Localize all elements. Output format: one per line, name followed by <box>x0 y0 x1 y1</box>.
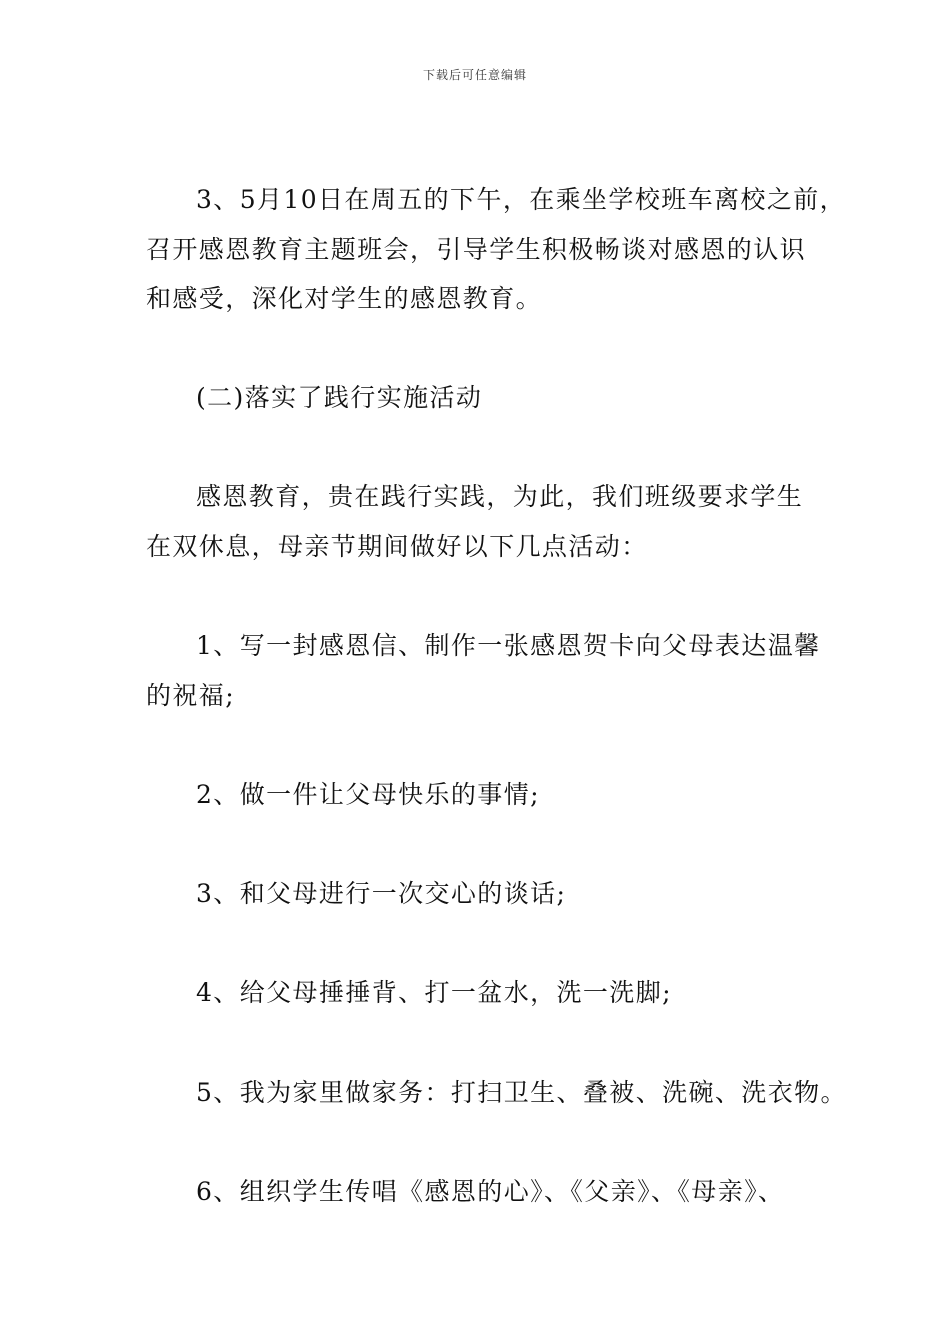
paragraph-line: 在双休息，母亲节期间做好以下几点活动： <box>146 532 648 561</box>
paragraph-line: 3、5月10日在周五的下午，在乘坐学校班车离校之前， <box>196 185 847 214</box>
list-item-line: 5、我为家里做家务：打扫卫生、叠被、洗碗、洗衣物。 <box>196 1078 847 1107</box>
list-item-line: 6、组织学生传唱《感恩的心》、《父亲》、《母亲》、 <box>196 1177 785 1206</box>
page-header: 下载后可任意编辑 <box>422 68 527 82</box>
paragraph-line: 召开感恩教育主题班会，引导学生积极畅谈对感恩的认识 <box>146 235 807 264</box>
list-item-line: 4、给父母捶捶背、打一盆水，洗一洗脚; <box>196 978 672 1007</box>
paragraph-line: 和感受，深化对学生的感恩教育。 <box>146 284 543 313</box>
paragraph-line: 感恩教育，贵在践行实践，为此，我们班级要求学生 <box>196 482 804 511</box>
list-item-line: 的祝福; <box>146 681 236 710</box>
list-item-line: 2、做一件让父母快乐的事情; <box>196 780 540 809</box>
section-heading-text: (二)落实了践行实施活动 <box>196 383 483 412</box>
list-item-line: 3、和父母进行一次交心的谈话; <box>196 879 567 908</box>
list-item-line: 1、写一封感恩信、制作一张感恩贺卡向父母表达温馨 <box>196 631 821 660</box>
